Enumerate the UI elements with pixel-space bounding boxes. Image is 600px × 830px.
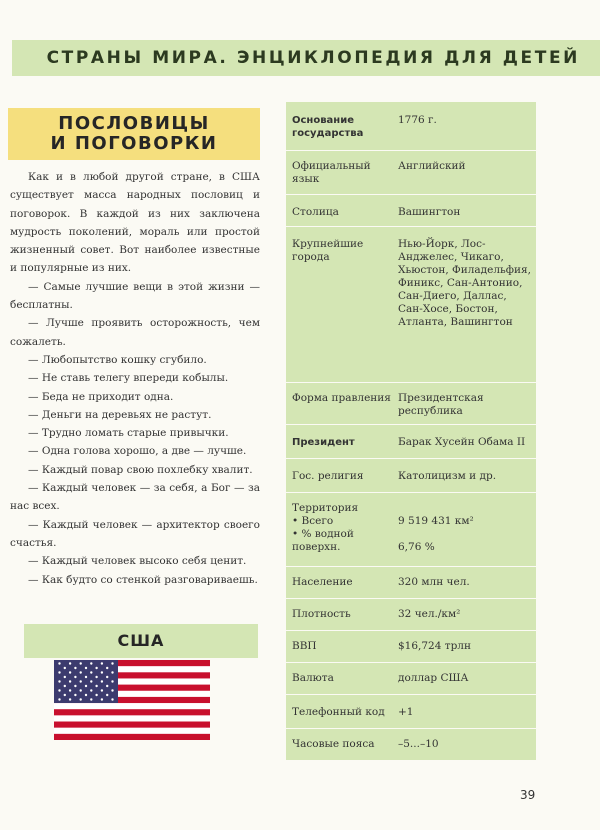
flag-star bbox=[58, 680, 60, 682]
proverb-item: — Каждый повар свою похлебку хвалит. bbox=[28, 463, 253, 476]
proverbs-heading-line1: ПОСЛОВИЦЫ bbox=[58, 113, 210, 134]
proverbs-heading bbox=[8, 114, 260, 154]
facts-table bbox=[286, 102, 536, 760]
flag-star bbox=[101, 662, 103, 664]
flag-star bbox=[111, 662, 113, 664]
flag-star bbox=[69, 671, 71, 673]
fact-label: Телефонный код bbox=[292, 706, 385, 718]
flag-star bbox=[111, 671, 113, 673]
flag-star bbox=[74, 676, 76, 678]
territory-total-label: • Всего bbox=[292, 515, 334, 527]
fact-value: Вашингтон bbox=[398, 206, 461, 218]
usa-flag-svg bbox=[54, 660, 210, 740]
fact-value: доллар США bbox=[398, 672, 469, 684]
fact-divider bbox=[286, 566, 536, 567]
flag-star bbox=[58, 689, 60, 691]
flag-star bbox=[85, 685, 87, 687]
fact-label: Президент bbox=[292, 437, 355, 448]
flag-star bbox=[95, 676, 97, 678]
fact-label: Столица bbox=[292, 206, 339, 218]
flag-star bbox=[69, 689, 71, 691]
fact-divider bbox=[286, 598, 536, 599]
fact-value: Католицизм и др. bbox=[398, 470, 497, 482]
flag-star bbox=[80, 698, 82, 700]
flag-star bbox=[64, 676, 66, 678]
flag-star bbox=[74, 667, 76, 669]
proverb-item: — Каждый человек — архитектор своего счастья. bbox=[10, 518, 260, 549]
proverbs-heading-line2: И ПОГОВОРКИ bbox=[50, 133, 218, 154]
proverbs-text bbox=[10, 168, 260, 589]
fact-value: Президентская республика bbox=[398, 392, 484, 417]
header-band bbox=[12, 40, 600, 76]
flag-star bbox=[69, 662, 71, 664]
fact-value: 32 чел./км² bbox=[398, 608, 461, 620]
fact-value: +1 bbox=[398, 706, 414, 718]
proverb-item: — Деньги на деревьях не растут. bbox=[28, 408, 212, 421]
fact-divider bbox=[286, 194, 536, 195]
flag-star bbox=[69, 680, 71, 682]
proverbs-intro: Как и в любой другой стране, в США существует масса народных пословиц и поговорок. В каждой из них заключена мудрость поколений, мораль или простой жизненный совет. Вот наиболее известные и популярные из них. bbox=[10, 171, 260, 275]
flag-star bbox=[80, 680, 82, 682]
proverb-item: — Не ставь телегу впереди кобылы. bbox=[28, 372, 229, 385]
proverb-item: — Одна голова хорошо, а две — лучше. bbox=[28, 445, 247, 458]
flag-star bbox=[106, 676, 108, 678]
flag-star bbox=[95, 694, 97, 696]
book-title: СТРАНЫ МИРА. ЭНЦИКЛОПЕДИЯ ДЛЯ ДЕТЕЙ bbox=[46, 48, 580, 68]
flag-star bbox=[69, 698, 71, 700]
flag-star bbox=[106, 694, 108, 696]
flag-star bbox=[90, 662, 92, 664]
fact-value: Барак Хусейн Обама II bbox=[398, 436, 526, 448]
fact-label: Валюта bbox=[292, 672, 334, 684]
fact-divider bbox=[286, 424, 536, 425]
fact-value: –5...–10 bbox=[398, 738, 439, 750]
fact-label: Основание государства bbox=[292, 115, 364, 139]
flag-star bbox=[80, 689, 82, 691]
flag-star bbox=[74, 694, 76, 696]
page-number: 39 bbox=[520, 788, 536, 802]
flag-star bbox=[80, 662, 82, 664]
flag-star bbox=[106, 667, 108, 669]
territory-water-label: • % водной поверхн. bbox=[292, 528, 354, 553]
proverb-item: — Каждый человек — за себя, а Бог — за нас всех. bbox=[10, 482, 260, 513]
fact-label: Часовые пояса bbox=[292, 738, 375, 750]
usa-flag-icon bbox=[54, 660, 210, 740]
flag-star bbox=[90, 698, 92, 700]
fact-value: Английский bbox=[398, 160, 466, 172]
fact-divider bbox=[286, 694, 536, 695]
flag-canton bbox=[54, 660, 118, 703]
flag-star bbox=[111, 689, 113, 691]
fact-divider bbox=[286, 382, 536, 383]
territory-total-value: 9 519 431 км² bbox=[398, 515, 474, 527]
territory-water-value: 6,76 % bbox=[398, 541, 435, 553]
flag-star bbox=[101, 689, 103, 691]
flag-star bbox=[90, 671, 92, 673]
fact-label: Население bbox=[292, 576, 353, 588]
proverb-item: — Беда не приходит одна. bbox=[28, 390, 174, 403]
flag-star bbox=[85, 676, 87, 678]
proverbs-heading-box bbox=[8, 108, 260, 160]
proverb-item: — Как будто со стенкой разговариваешь. bbox=[28, 573, 258, 586]
flag-star bbox=[58, 698, 60, 700]
fact-divider bbox=[286, 728, 536, 729]
fact-divider bbox=[286, 662, 536, 663]
fact-value: 1776 г. bbox=[398, 114, 437, 126]
flag-star bbox=[101, 680, 103, 682]
fact-label bbox=[292, 502, 392, 554]
fact-value: 320 млн чел. bbox=[398, 576, 470, 588]
flag-star bbox=[111, 698, 113, 700]
flag-star bbox=[85, 694, 87, 696]
fact-divider bbox=[286, 458, 536, 459]
fact-divider bbox=[286, 226, 536, 227]
fact-divider bbox=[286, 630, 536, 631]
flag-star bbox=[106, 685, 108, 687]
flag-star bbox=[90, 689, 92, 691]
country-name: США bbox=[117, 631, 165, 650]
fact-divider bbox=[286, 150, 536, 151]
fact-label: Гос. религия bbox=[292, 470, 364, 482]
proverb-item: — Самые лучшие вещи в этой жизни — бесплатны. bbox=[10, 280, 260, 312]
fact-label: Форма правления bbox=[292, 392, 391, 404]
fact-label: Крупнейшие города bbox=[292, 238, 364, 263]
fact-label: Плотность bbox=[292, 608, 351, 620]
flag-star bbox=[64, 667, 66, 669]
proverb-item: — Трудно ломать старые привычки. bbox=[28, 427, 229, 440]
fact-value: Нью-Йорк, Лос-Анджелес, Чикаго, Хьюстон, Филадельфия, Финикс, Сан-Антонио, Сан-Диего, Даллас, Сан-Хосе, Бостон, Атланта, Вашингтон bbox=[398, 238, 531, 328]
country-label-box bbox=[24, 624, 258, 658]
flag-star bbox=[58, 671, 60, 673]
proverb-item: — Каждый человек высоко себя ценит. bbox=[28, 555, 247, 568]
flag-star bbox=[85, 667, 87, 669]
flag-star bbox=[101, 698, 103, 700]
territory-label: Территория bbox=[292, 502, 359, 514]
flag-star bbox=[64, 685, 66, 687]
proverb-item: — Любопытство кошку сгубило. bbox=[28, 353, 207, 366]
fact-value: $16,724 трлн bbox=[398, 640, 471, 652]
flag-star bbox=[58, 662, 60, 664]
proverb-item: — Лучше проявить осторожность, чем сожалеть. bbox=[10, 317, 260, 348]
flag-star bbox=[111, 680, 113, 682]
flag-star bbox=[90, 680, 92, 682]
flag-star bbox=[101, 671, 103, 673]
fact-value bbox=[398, 502, 534, 554]
flag-star bbox=[74, 685, 76, 687]
flag-star bbox=[95, 685, 97, 687]
flag-star bbox=[80, 671, 82, 673]
fact-divider bbox=[286, 492, 536, 493]
flag-star bbox=[95, 667, 97, 669]
fact-label: Официальный язык bbox=[292, 160, 371, 185]
fact-label: ВВП bbox=[292, 640, 317, 652]
flag-star bbox=[64, 694, 66, 696]
